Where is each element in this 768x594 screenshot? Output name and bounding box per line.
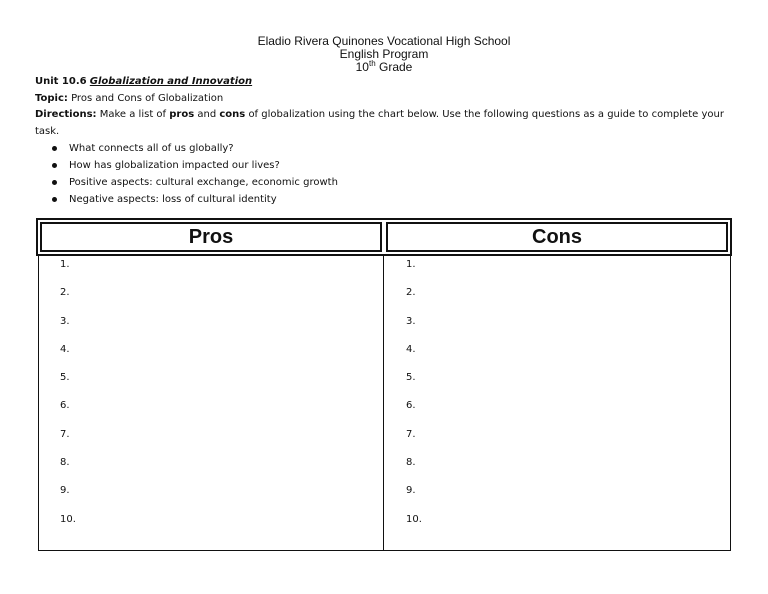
cons-item[interactable]: 2.	[406, 287, 416, 299]
directions-pros-word: pros	[169, 109, 195, 120]
guide-questions-list	[35, 140, 735, 208]
pros-item[interactable]: 7.	[60, 428, 70, 440]
question-text: How has globalization impacted our lives?	[69, 160, 280, 171]
cons-item[interactable]: 7.	[406, 428, 416, 440]
unit-label: Unit 10.6	[35, 76, 87, 87]
pros-item[interactable]: 10.	[60, 513, 76, 525]
pros-item[interactable]: 8.	[60, 457, 70, 469]
unit-line	[35, 74, 735, 91]
pros-item[interactable]: 1.	[60, 259, 70, 270]
bullet-icon	[52, 180, 57, 185]
unit-title: Globalization and Innovation	[89, 76, 253, 87]
column-divider	[383, 256, 384, 551]
cons-list	[406, 258, 422, 541]
list-item	[35, 140, 735, 157]
bullet-icon	[52, 163, 57, 168]
table-header-row	[36, 218, 732, 256]
cons-item[interactable]: 6.	[406, 400, 416, 412]
pros-item[interactable]: 3.	[60, 315, 70, 327]
pros-item[interactable]: 4.	[60, 343, 70, 355]
grade-level	[0, 61, 768, 74]
directions-part2: and	[197, 109, 217, 120]
directions-part3: of globalization using the chart below. Use the following questions as a guide to complete your task.	[35, 109, 724, 137]
program-name: English Program	[339, 47, 429, 61]
document-header	[0, 35, 768, 74]
directions-label: Directions:	[35, 109, 97, 120]
grade-number: 10	[355, 60, 369, 74]
pros-cons-table	[36, 218, 730, 551]
pros-header: Pros	[40, 222, 382, 252]
bullet-icon	[52, 197, 57, 202]
topic-label: Topic:	[35, 92, 68, 104]
pros-list	[60, 258, 76, 541]
directions-line	[35, 107, 725, 140]
pros-item[interactable]: 2.	[60, 287, 70, 299]
cons-item[interactable]: 8.	[406, 457, 416, 469]
instructions-section	[35, 74, 735, 208]
directions-part1: Make a list of	[99, 109, 167, 120]
question-text: Negative aspects: loss of cultural identity	[69, 194, 277, 205]
table-body	[38, 256, 731, 551]
pros-item[interactable]: 5.	[60, 372, 70, 384]
cons-item[interactable]: 5.	[406, 372, 416, 384]
list-item	[35, 191, 735, 208]
grade-suffix: th	[368, 59, 376, 68]
topic-text: Pros and Cons of Globalization	[71, 92, 224, 104]
cons-item[interactable]: 10.	[406, 513, 422, 525]
list-item	[35, 174, 735, 191]
pros-item[interactable]: 9.	[60, 485, 70, 497]
grade-word: Grade	[379, 60, 413, 74]
cons-item[interactable]: 4.	[406, 343, 416, 355]
topic-line	[35, 91, 735, 108]
list-item	[35, 157, 735, 174]
school-name: Eladio Rivera Quinones Vocational High School	[257, 34, 511, 48]
directions-cons-word: cons	[219, 109, 246, 120]
cons-item[interactable]: 3.	[406, 315, 416, 327]
question-text: Positive aspects: cultural exchange, economic growth	[69, 177, 338, 188]
bullet-icon	[52, 146, 57, 151]
cons-header: Cons	[386, 222, 728, 252]
cons-item[interactable]: 9.	[406, 485, 416, 497]
pros-item[interactable]: 6.	[60, 400, 70, 412]
question-text: What connects all of us globally?	[69, 143, 234, 154]
cons-item[interactable]: 1.	[406, 259, 416, 270]
